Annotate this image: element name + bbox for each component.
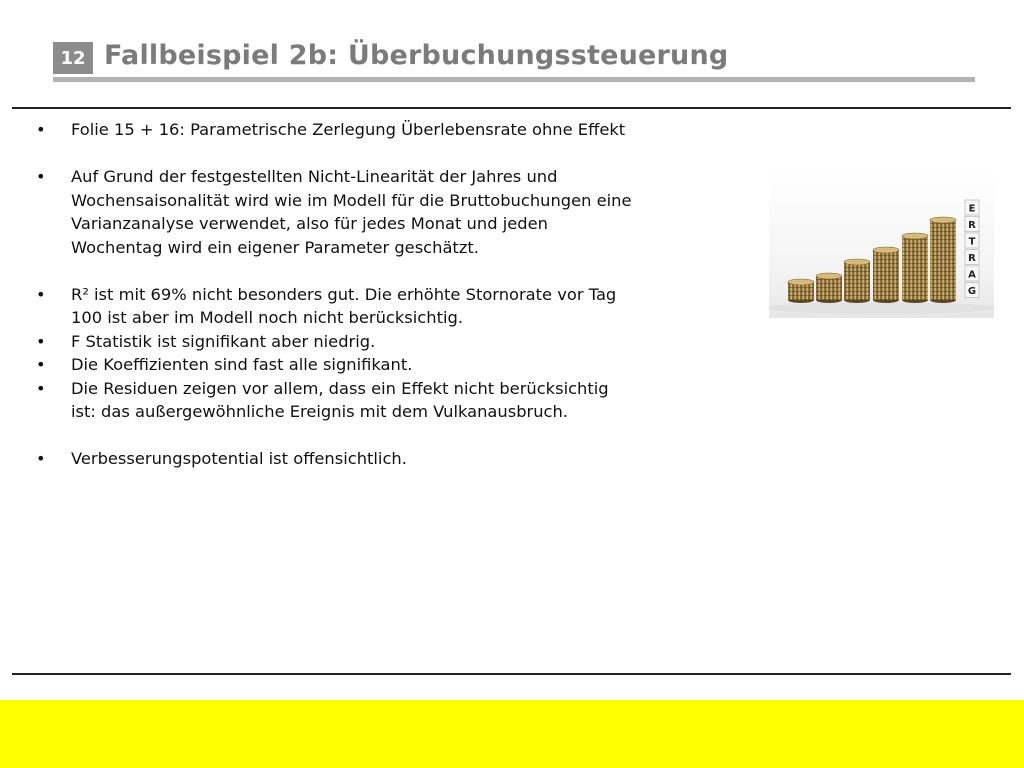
coin-stack [902, 236, 928, 300]
bullet-item [36, 165, 766, 259]
slide-title: Fallbeispiel 2b: Überbuchungssteuerung [104, 40, 729, 71]
bullet-line: Wochensaisonalität wird wie im Modell für die Bruttobuchungen eine [71, 190, 632, 210]
bullet-icon: • [36, 378, 46, 398]
title-underline [53, 77, 975, 82]
bullet-line: ist: das außergewöhnliche Ereignis mit dem Vulkanausbruch. [71, 402, 568, 421]
bullet-icon: • [36, 167, 46, 186]
bullet-line: Die Koeffizienten sind fast alle signifikant. [71, 355, 413, 374]
letter-tile-text: R [968, 220, 976, 231]
bullet-list [36, 118, 766, 471]
top-divider [12, 107, 1011, 109]
letter-tile-text: A [968, 269, 976, 281]
coin-stack [873, 250, 899, 300]
bullet-line: Die Residuen zeigen vor allem, dass ein Effekt nicht berücksichtig [71, 378, 609, 398]
letter-tile-text: G [967, 286, 977, 297]
letter-tile-text: T [968, 236, 976, 248]
bullet-line: 100 ist aber im Modell noch nicht berücksichtig. [71, 308, 463, 327]
bullet-icon: • [36, 449, 46, 468]
coin-stack [816, 276, 842, 300]
bullet-line: R² ist mit 69% nicht besonders gut. Die erhöhte Stornorate vor Tag [71, 284, 617, 304]
bullet-item [36, 330, 766, 354]
bullet-line: Verbesserungspotential ist offensichtlich. [71, 449, 407, 468]
bullet-item [36, 377, 766, 424]
coin-top [788, 279, 814, 285]
coin-top [816, 273, 842, 279]
bullet-line: F Statistik ist signifikant aber niedrig. [71, 331, 376, 351]
coin-stack [930, 220, 956, 300]
coin-top [844, 259, 870, 265]
bullet-line: Wochentag wird ein eigener Parameter geschätzt. [71, 237, 479, 257]
slide-number-badge: 12 [53, 42, 93, 74]
bullet-item [36, 118, 766, 142]
coin-top [902, 233, 928, 239]
coin-stacks-ertrag-image [769, 168, 994, 318]
bullet-line: Auf Grund der festgestellten Nicht-Linearität der Jahres und [71, 167, 558, 186]
bullet-line: Varianzanalyse verwendet, also für jedes Monat und jeden [71, 214, 548, 233]
letter-tile-text: E [968, 203, 976, 215]
letter-tile-text: R [968, 253, 976, 264]
bullet-line: Folie 15 + 16: Parametrische Zerlegung Überlebensrate ohne Effekt [71, 120, 626, 139]
bottom-divider [12, 673, 1011, 675]
bullet-item [36, 283, 766, 330]
coin-top [930, 217, 956, 223]
bullet-icon: • [36, 284, 46, 304]
coin-stack [844, 262, 870, 300]
footer-band [0, 700, 1024, 768]
bullet-icon: • [36, 355, 46, 374]
bullet-icon: • [36, 120, 46, 139]
bullet-item [36, 447, 766, 471]
bullet-icon: • [36, 331, 46, 351]
coin-top [873, 247, 899, 253]
bullet-item [36, 353, 766, 377]
